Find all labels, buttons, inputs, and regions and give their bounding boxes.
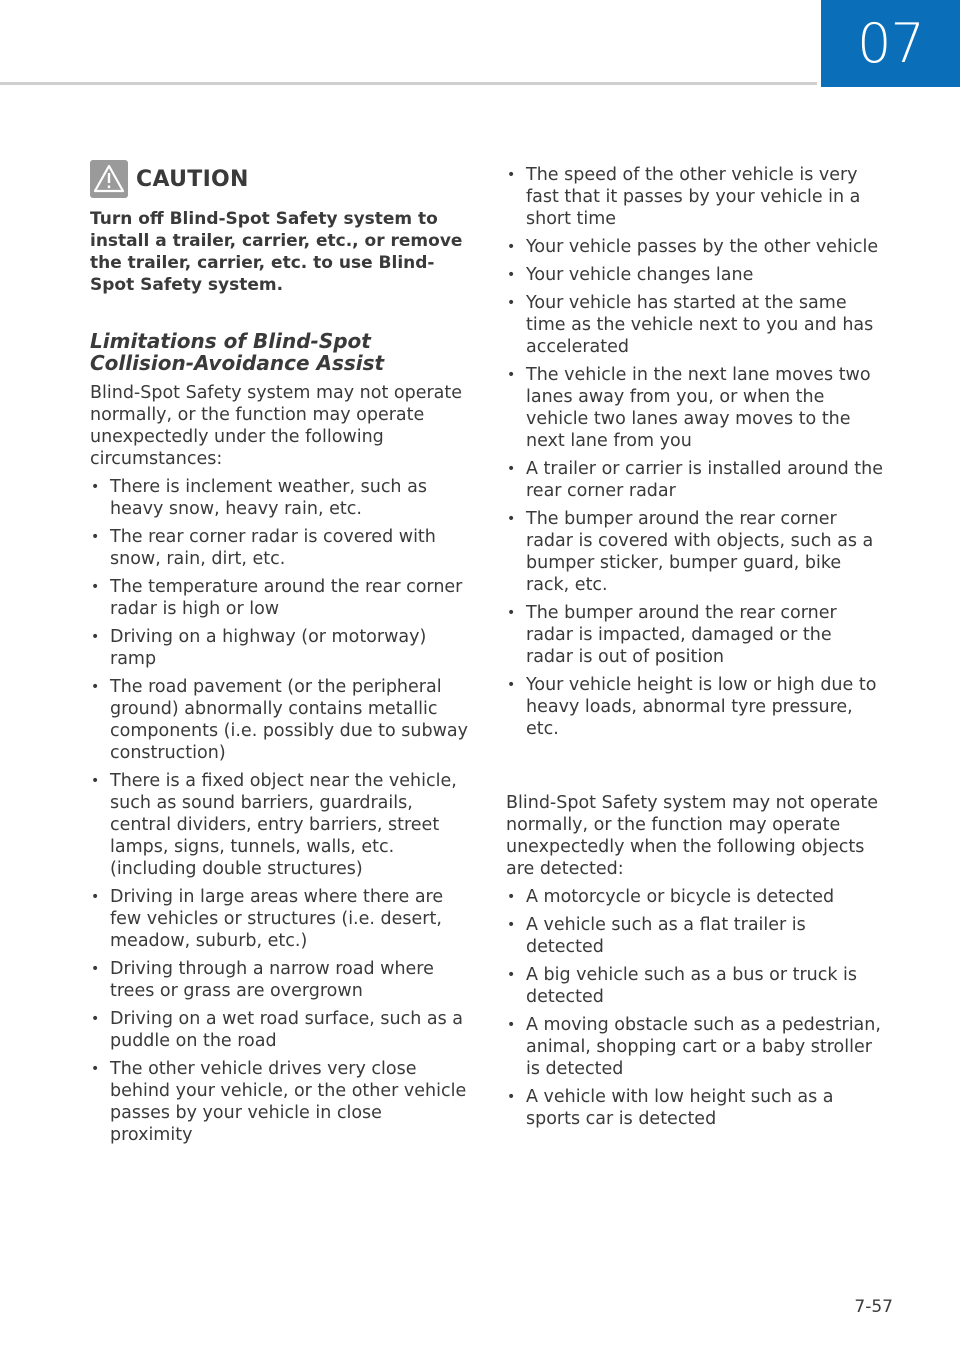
circumstances-list	[90, 476, 468, 1146]
list-item: • Driving in large areas where there are few vehicles or structures (i.e. desert, meadow, suburb, etc.)	[90, 886, 468, 952]
list-item: • The bumper around the rear corner radar is covered with objects, such as a bumper sticker, bumper guard, bike rack, etc.	[506, 508, 884, 596]
objects-list	[506, 886, 884, 1130]
list-item: • The temperature around the rear corner radar is high or low	[90, 576, 468, 620]
caution-box	[90, 158, 470, 296]
list-item: • A moving obstacle such as a pedestrian, animal, shopping cart or a baby stroller is detected	[506, 1014, 884, 1080]
list-item: • The vehicle in the next lane moves two lanes away from you, or when the vehicle two lanes away moves to the next lane from you	[506, 364, 884, 452]
objects-intro-paragraph: Blind-Spot Safety system may not operate normally, or the function may operate unexpectedly when the following objects are detected:	[506, 793, 879, 879]
objects-block	[506, 792, 884, 1130]
caution-text: Turn off Blind-Spot Safety system to install a trailer, carrier, etc., or remove the trailer, carrier, etc. to use Blind-Spot Safety system.	[90, 209, 463, 295]
list-item: • Your vehicle changes lane	[506, 264, 884, 286]
list-item: • The bumper around the rear corner radar is impacted, damaged or the radar is out of position	[506, 602, 884, 668]
list-item: • A motorcycle or bicycle is detected	[506, 886, 884, 908]
header-rule	[0, 82, 817, 85]
chapter-tab	[821, 0, 960, 87]
right-column	[506, 158, 884, 740]
list-item: • A vehicle such as a flat trailer is detected	[506, 914, 884, 958]
intro-paragraph: Blind-Spot Safety system may not operate normally, or the function may operate unexpectedly under the following circumstances:	[90, 383, 463, 469]
list-item: • There is inclement weather, such as heavy snow, heavy rain, etc.	[90, 476, 468, 520]
list-item: • Driving on a wet road surface, such as a puddle on the road	[90, 1008, 468, 1052]
list-item: • A vehicle with low height such as a sports car is detected	[506, 1086, 884, 1130]
list-item: • Driving through a narrow road where trees or grass are overgrown	[90, 958, 468, 1002]
list-item: • Your vehicle has started at the same time as the vehicle next to you and has accelerated	[506, 292, 884, 358]
list-item: • The speed of the other vehicle is very fast that it passes by your vehicle in a short time	[506, 164, 884, 230]
list-item: • The other vehicle drives very close behind your vehicle, or the other vehicle passes by your vehicle in close proximity	[90, 1058, 468, 1146]
list-item: • Your vehicle height is low or high due to heavy loads, abnormal tyre pressure, etc.	[506, 674, 884, 740]
list-item: • A trailer or carrier is installed around the rear corner radar	[506, 458, 884, 502]
left-column	[90, 382, 468, 1146]
caution-title: CAUTION	[136, 166, 249, 192]
circumstances-list-continued	[506, 164, 884, 740]
caution-header	[90, 158, 470, 200]
list-item: • A big vehicle such as a bus or truck is detected	[506, 964, 884, 1008]
list-item: • Driving on a highway (or motorway) ramp	[90, 626, 468, 670]
list-item: • There is a fixed object near the vehicle, such as sound barriers, guardrails, central dividers, entry barriers, street lamps, signs, tunnels, walls, etc. (including double structures)	[90, 770, 468, 880]
list-item: • The rear corner radar is covered with snow, rain, dirt, etc.	[90, 526, 468, 570]
section-title: Limitations of Blind-Spot Collision-Avoidance Assist	[90, 329, 385, 375]
warning-triangle-icon	[90, 160, 128, 198]
page-number: 7-57	[854, 1297, 893, 1317]
chapter-number: 07	[857, 12, 924, 75]
list-item: • The road pavement (or the peripheral ground) abnormally contains metallic components (i.e. possibly due to subway construction)	[90, 676, 468, 764]
list-item: • Your vehicle passes by the other vehicle	[506, 236, 884, 258]
